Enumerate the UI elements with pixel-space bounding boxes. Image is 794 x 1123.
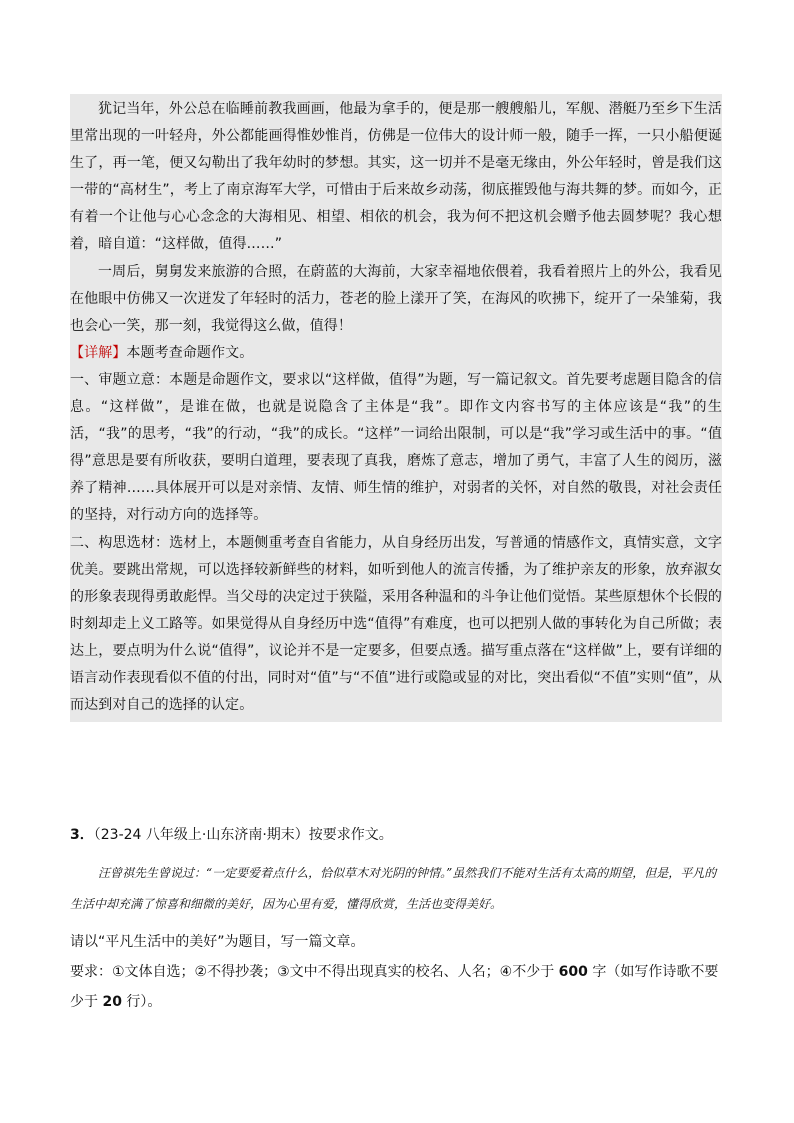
- question-source: （23-24 八年级上·山东济南·期末）按要求作文。: [93, 827, 393, 843]
- question-quote: 汪曾祺先生曾说过：“一定要爱着点什么，恰似草木对光阴的钟情。”虽然我们不能对生活有太高的期望，但是，平凡的生活中却充满了惊喜和细微的美好，因为心里有爱，懂得欣赏，生活也变得美好。: [70, 866, 717, 911]
- rules-mid: 字（如写作诗歌不要少于: [70, 964, 719, 1010]
- question-number: 3．: [70, 827, 94, 843]
- answer-paragraph-1: 犹记当年，外公总在临睡前教我画画，他最为拿手的，便是那一艘艘船儿，军舰、潜艇乃至乡下生活里常出现的一叶轻舟，外公都能画得惟妙惟肖，仿佛是一位伟大的设计师一般，随手一挥，一只小船便诞生了，再一笔，便又勾勒出了我年幼时的梦想。其实，这一切并不是毫无缘由，外公年轻时，曾是我们这一带的“高材生”，考上了南京海军大学，可惜由于后来故乡动荡，彻底摧毁他与海共舞的梦。而如今，正有着一个让他与心心念念的大海相见、相望、相依的机会，我为何不把这机会赠予他去圆梦呢？我心想着，暗自道：“这样做，值得……”: [70, 101, 722, 253]
- analysis-section-2: 二、构思选材：选材上，本题侧重考查自省能力，从自身经历出发，写普通的情感作文，真情实意，文字优美。要跳出常规，可以选择较新鲜些的材料，如听到他人的流言传播，为了维护亲友的形象，放弃淑女的形象表现得勇敢彪悍。当父母的决定过于狭隘，采用各种温和的斗争让他们觉悟。某些原想休个长假的时刻却走上义工路等。如果觉得从自身经历中选“值得”有难度，也可以把别人做的事转化为自己所做；表达上，要点明为什么说“值得”，议论并不是一定要多，但要点透。描写重点落在“这样做”上，要有详细的语言动作表现看似不值的付出，同时对“值”与“不值”进行或隐或显的对比，突出看似“不值”实则“值”，从而达到对自己的选择的认定。: [70, 534, 722, 714]
- rules-text: [70, 957, 722, 1017]
- answer-paragraph-2: 一周后，舅舅发来旅游的合照，在蔚蓝的大海前，大家幸福地依偎着，我看着照片上的外公，我看见在他眼中仿佛又一次迸发了年轻时的活力，苍老的脸上漾开了笑，在海风的吹拂下，绽开了一朵雏菊，我也会心一笑，那一刻，我觉得这么做，值得！: [70, 263, 722, 334]
- detail-heading: [70, 340, 722, 367]
- rules-word-count: 600: [558, 964, 588, 980]
- analysis-section-1: 一、审题立意：本题是命题作文，要求以“这样做，值得”为题，写一篇记叙文。首先要考虑题目隐含的信息。“这样做”，是谁在做，也就是说隐含了主体是“我”。即作文内容书写的主体应该是“我”的生活，“我”的思考，“我”的行动，“我”的成长。“这样”一词给出限制，可以是“我”学习或生活中的事。“值得”意思是要有所收获，要明白道理，要表现了真我，磨炼了意志，增加了勇气，丰富了人生的阅历，滋养了精神……具体展开可以是对亲情、友情、师生情的维护，对弱者的关怀，对自然的敬畏，对社会责任的坚持，对行动方向的选择等。: [70, 371, 722, 524]
- rules-suffix: 行）。: [121, 994, 162, 1010]
- detail-text: 本题考查命题作文。: [126, 344, 254, 361]
- rules-prefix: 要求：①文体自选；②不得抄袭；③文中不得出现真实的校名、人名；④不少于: [70, 964, 559, 980]
- detail-label: 【详解】: [70, 344, 127, 361]
- requirement-line: 请以“平凡生活中的美好”为题目，写一篇文章。: [70, 934, 365, 950]
- answer-block: [70, 94, 722, 722]
- question-header: [70, 822, 722, 848]
- rules-line-count: 20: [102, 994, 122, 1010]
